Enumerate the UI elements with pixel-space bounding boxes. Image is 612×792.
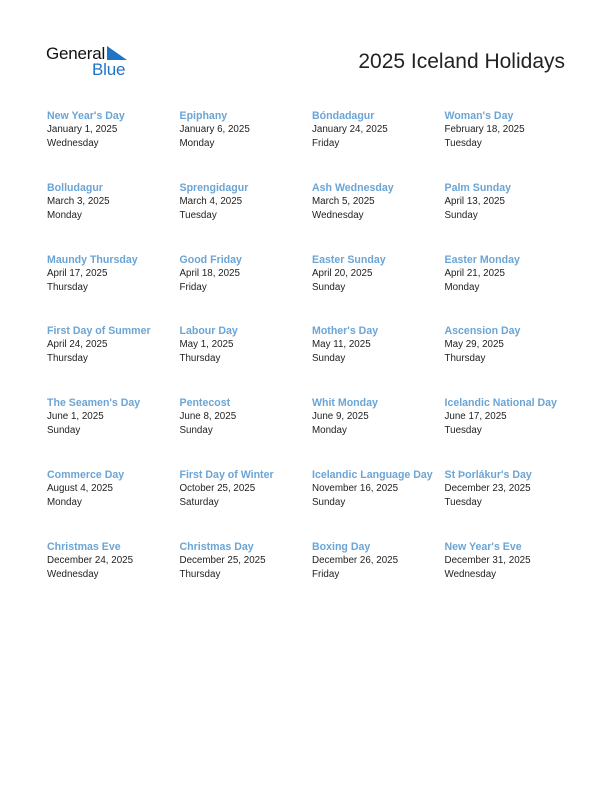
holiday-date: April 20, 2025 xyxy=(312,267,373,279)
holiday-name: Christmas Day xyxy=(179,540,254,553)
page-title: 2025 Iceland Holidays xyxy=(358,50,565,73)
holiday-date: April 24, 2025 xyxy=(47,339,108,351)
logo-triangle-icon xyxy=(107,46,127,60)
holiday-weekday: Sunday xyxy=(47,425,81,437)
holiday-row xyxy=(47,253,577,325)
holiday-date: December 23, 2025 xyxy=(444,482,531,494)
holiday-date: August 4, 2025 xyxy=(47,482,113,494)
holiday-weekday: Tuesday xyxy=(179,209,217,221)
holiday-date: January 6, 2025 xyxy=(179,124,250,135)
holiday-weekday: Thursday xyxy=(444,353,486,365)
holiday-date: June 17, 2025 xyxy=(444,411,507,423)
holiday-date: November 16, 2025 xyxy=(312,482,399,494)
holiday-name: Labour Day xyxy=(179,325,238,338)
holiday-name: Good Friday xyxy=(179,253,242,266)
holiday-date: April 17, 2025 xyxy=(47,267,108,279)
holiday-entry xyxy=(445,540,578,612)
holiday-name: St Þorlákur's Day xyxy=(444,468,532,481)
holiday-date: December 26, 2025 xyxy=(312,554,399,566)
holiday-entry xyxy=(47,540,180,612)
holiday-weekday: Friday xyxy=(312,138,340,149)
holiday-name: Bóndadagur xyxy=(312,110,375,122)
holiday-weekday: Sunday xyxy=(312,496,346,508)
holiday-name: Ascension Day xyxy=(444,325,521,338)
holiday-date: June 1, 2025 xyxy=(47,411,104,423)
holiday-name: Pentecost xyxy=(179,397,231,410)
holiday-weekday: Sunday xyxy=(312,353,346,365)
holiday-weekday: Thursday xyxy=(179,353,221,365)
holiday-date: May 1, 2025 xyxy=(179,339,234,351)
holiday-date: October 25, 2025 xyxy=(179,482,256,494)
holiday-entry xyxy=(312,109,445,181)
holiday-name: Sprengidagur xyxy=(179,181,249,194)
holiday-name: Whit Monday xyxy=(312,397,378,410)
holiday-entry xyxy=(180,324,313,396)
holiday-name: Icelandic Language Day xyxy=(312,468,433,481)
holiday-date: June 9, 2025 xyxy=(312,411,369,423)
holiday-row xyxy=(47,468,577,540)
holiday-entry xyxy=(445,253,578,325)
holiday-name: Christmas Eve xyxy=(47,540,121,553)
holiday-entry xyxy=(312,253,445,325)
holiday-name: Bolludagur xyxy=(47,181,103,194)
holiday-date: December 24, 2025 xyxy=(47,554,134,566)
holiday-entry xyxy=(445,109,578,181)
holiday-weekday: Sunday xyxy=(312,281,346,293)
holiday-weekday: Saturday xyxy=(179,496,219,508)
holiday-weekday: Wednesday xyxy=(444,568,497,580)
holiday-weekday: Friday xyxy=(179,281,207,293)
holiday-weekday: Sunday xyxy=(179,425,213,437)
holiday-date: May 11, 2025 xyxy=(312,339,371,351)
holiday-entry xyxy=(180,253,313,325)
holiday-weekday: Tuesday xyxy=(444,138,482,149)
holiday-entry xyxy=(47,253,180,325)
holiday-entry xyxy=(180,109,313,181)
holiday-name: The Seamen's Day xyxy=(47,397,141,410)
holiday-date: March 5, 2025 xyxy=(312,195,375,207)
holiday-weekday: Wednesday xyxy=(312,209,364,221)
holiday-entry xyxy=(445,181,578,253)
holiday-entry xyxy=(312,181,445,253)
holiday-weekday: Monday xyxy=(47,209,82,221)
holiday-entry xyxy=(445,468,578,540)
holiday-grid xyxy=(47,109,577,612)
holiday-name: Easter Sunday xyxy=(312,253,386,266)
holiday-entry xyxy=(47,324,180,396)
holiday-weekday: Monday xyxy=(312,425,347,437)
holiday-date: February 18, 2025 xyxy=(444,124,525,135)
holiday-weekday: Wednesday xyxy=(47,568,99,580)
holiday-name: Epiphany xyxy=(179,110,228,122)
holiday-name: Mother's Day xyxy=(312,325,379,338)
holiday-entry xyxy=(180,468,313,540)
holiday-date: December 25, 2025 xyxy=(179,554,266,566)
holiday-name: Icelandic National Day xyxy=(444,397,557,410)
holiday-date: March 3, 2025 xyxy=(47,195,110,207)
holiday-weekday: Thursday xyxy=(47,281,88,293)
holiday-entry xyxy=(445,324,578,396)
logo-word-general: General xyxy=(46,44,106,63)
holiday-weekday: Monday xyxy=(47,496,82,508)
holiday-entry xyxy=(445,396,578,468)
holiday-name: Commerce Day xyxy=(47,468,125,481)
holiday-date: January 24, 2025 xyxy=(312,124,388,135)
holiday-weekday: Sunday xyxy=(444,209,478,221)
logo-word-blue: Blue xyxy=(92,60,126,79)
holiday-entry xyxy=(180,181,313,253)
holiday-entry xyxy=(180,396,313,468)
holiday-entry xyxy=(312,324,445,396)
holiday-name: Boxing Day xyxy=(312,540,371,553)
holiday-name: New Year's Eve xyxy=(444,540,522,553)
holiday-row xyxy=(47,109,577,181)
holiday-date: April 21, 2025 xyxy=(444,267,505,279)
holiday-name: Palm Sunday xyxy=(444,181,512,194)
holiday-weekday: Monday xyxy=(179,138,215,149)
holiday-date: December 31, 2025 xyxy=(444,554,531,566)
holiday-name: Ash Wednesday xyxy=(312,181,394,194)
holiday-name: Maundy Thursday xyxy=(47,253,138,266)
holiday-name: First Day of Winter xyxy=(179,468,274,481)
holiday-row xyxy=(47,540,577,612)
holiday-weekday: Wednesday xyxy=(47,138,99,149)
holiday-weekday: Thursday xyxy=(47,353,88,365)
holiday-date: March 4, 2025 xyxy=(179,195,243,207)
holiday-date: January 1, 2025 xyxy=(47,124,118,135)
holiday-weekday: Tuesday xyxy=(444,496,482,508)
holiday-entry xyxy=(47,396,180,468)
holiday-name: First Day of Summer xyxy=(47,325,151,338)
holiday-entry xyxy=(180,540,313,612)
holiday-row xyxy=(47,181,577,253)
holiday-row xyxy=(47,396,577,468)
generalblue-logo xyxy=(46,44,136,80)
holiday-weekday: Tuesday xyxy=(444,425,482,437)
holiday-name: Woman's Day xyxy=(444,110,514,122)
holiday-entry xyxy=(312,540,445,612)
holiday-row xyxy=(47,324,577,396)
holiday-entry xyxy=(312,468,445,540)
holiday-name: Easter Monday xyxy=(444,253,520,266)
holiday-date: May 29, 2025 xyxy=(444,339,504,351)
holiday-weekday: Thursday xyxy=(179,568,221,580)
holiday-name: New Year's Day xyxy=(47,110,125,122)
holiday-entry xyxy=(47,181,180,253)
holiday-entry xyxy=(47,109,180,181)
holiday-weekday: Monday xyxy=(444,281,480,293)
holiday-weekday: Friday xyxy=(312,568,340,580)
holiday-date: April 13, 2025 xyxy=(444,195,505,207)
holiday-date: April 18, 2025 xyxy=(179,267,240,279)
holiday-date: June 8, 2025 xyxy=(179,411,237,423)
holiday-entry xyxy=(312,396,445,468)
holiday-entry xyxy=(47,468,180,540)
